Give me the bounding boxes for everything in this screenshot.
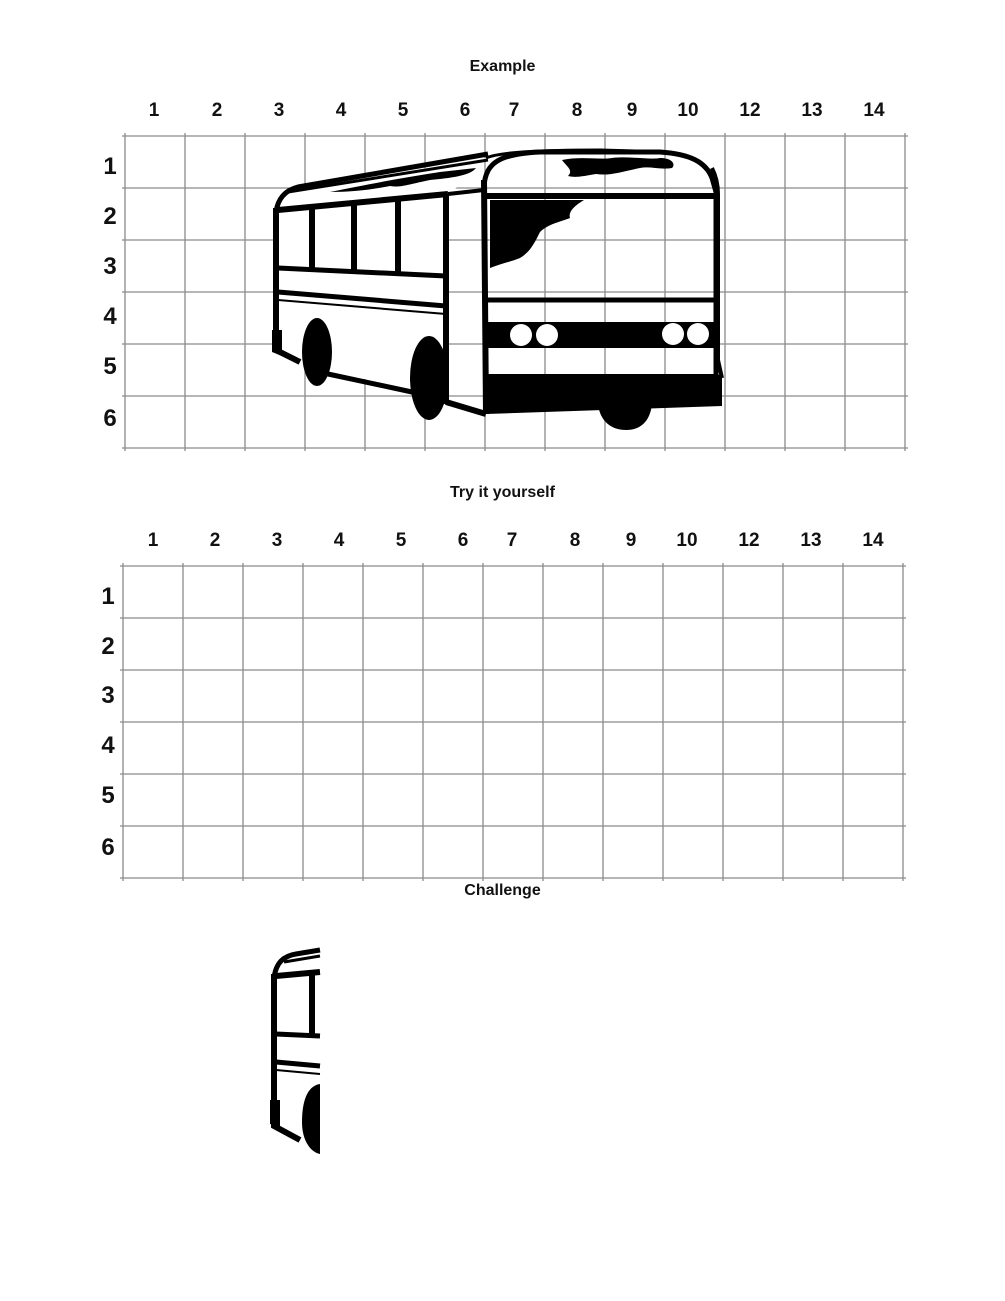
challenge-bus-fragment — [270, 950, 322, 1156]
row-label: 1 — [101, 583, 115, 610]
column-label: 13 — [800, 530, 822, 551]
row-label: 5 — [103, 353, 117, 380]
column-label: 7 — [506, 530, 518, 551]
column-label: 4 — [335, 100, 347, 121]
challenge-title: Challenge — [464, 882, 541, 899]
row-label: 2 — [103, 203, 117, 230]
column-label: 8 — [571, 100, 583, 121]
column-label: 1 — [148, 100, 160, 121]
row-label: 5 — [101, 782, 115, 809]
column-label: 5 — [397, 100, 409, 121]
column-label: 5 — [395, 530, 407, 551]
column-label: 12 — [739, 100, 761, 121]
row-label: 2 — [101, 633, 115, 660]
row-label: 4 — [103, 303, 117, 330]
column-label: 4 — [333, 530, 345, 551]
column-label: 8 — [569, 530, 581, 551]
row-label: 3 — [103, 253, 117, 280]
column-label: 12 — [738, 530, 760, 551]
column-label: 9 — [625, 530, 637, 551]
column-label: 2 — [211, 100, 223, 121]
column-label: 14 — [862, 530, 884, 551]
row-label: 6 — [101, 834, 115, 861]
column-label: 10 — [676, 530, 698, 551]
column-label: 3 — [271, 530, 283, 551]
column-label: 2 — [209, 530, 221, 551]
column-label: 7 — [508, 100, 520, 121]
column-label: 6 — [459, 100, 471, 121]
column-label: 10 — [677, 100, 699, 121]
row-label: 6 — [103, 405, 117, 432]
row-label: 4 — [101, 732, 115, 759]
column-label: 6 — [457, 530, 469, 551]
bus-illustration — [272, 150, 722, 430]
row-label: 3 — [101, 682, 115, 709]
column-label: 9 — [626, 100, 638, 121]
column-label: 13 — [801, 100, 823, 121]
practice-grid — [120, 563, 906, 881]
example-title: Example — [469, 58, 536, 75]
practice-title: Try it yourself — [450, 484, 555, 501]
column-label: 14 — [863, 100, 885, 121]
column-label: 3 — [273, 100, 285, 121]
column-label: 1 — [147, 530, 159, 551]
row-label: 1 — [103, 153, 117, 180]
